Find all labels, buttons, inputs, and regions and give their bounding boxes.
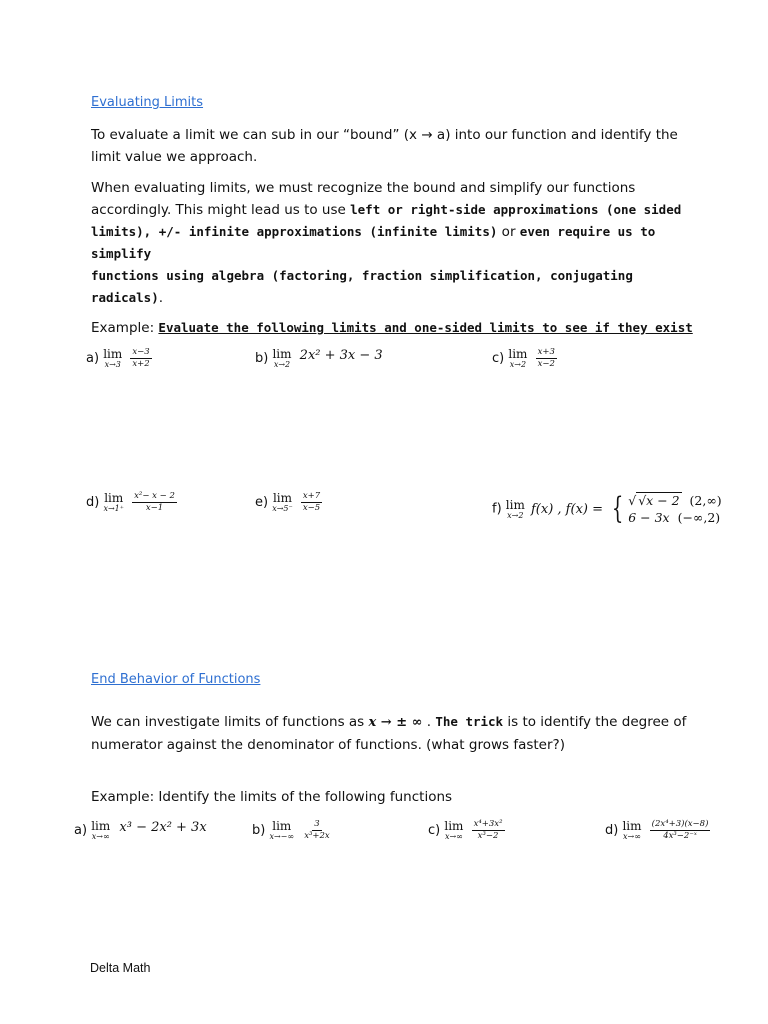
end-behavior-line-1: We can investigate limits of functions as x → ± ∞ . The trick is to identify the degree of: [91, 714, 687, 730]
end-behavior-paragraph: [91, 711, 711, 756]
problem-b-limit: b) lim x→2 2x² + 3x − 3: [255, 347, 383, 369]
footer-brand: Delta Math: [90, 961, 151, 975]
piecewise-function: { √ √x − 2 (2,∞) 6 − 3x (−∞,2): [611, 491, 722, 526]
end-problem-c: c) lim x→∞ $\frac{\text{x⁴+3x²}}{\text{x³−2}}$: [428, 819, 503, 841]
end-problem-a: a) lim x→∞ x³ − 2x² + 3x: [74, 819, 207, 841]
end-problem-b: b) lim x→−∞ $\frac{3}{\text{x³+2x}}$: [252, 819, 330, 841]
problem-c-limit: c) lim x→2 $\frac{x+3}{x-2}$: [492, 347, 555, 369]
problem-a-limit: a) lim x→3 $\frac{x-3}{x+2}$: [86, 347, 150, 369]
bounds-line-3: limits), +/- infinite approximations (infinite limits) or even require us to simplify: [91, 224, 656, 261]
bounds-line-4: functions using algebra (factoring, fraction simplification, conjugating radicals).: [91, 268, 633, 306]
section-heading-end-behavior: End Behavior of Functions: [91, 672, 261, 687]
section-heading-evaluating-limits: Evaluating Limits: [91, 95, 204, 110]
intro-paragraph: [91, 124, 691, 168]
bounds-line-1: When evaluating limits, we must recognize the bound and simplify our functions: [91, 180, 636, 196]
intro-line-1: To evaluate a limit we can sub in our “bound” (x → a) into our function and identify the: [91, 127, 678, 143]
end-problem-d: d) lim x→∞ $\frac{\text{(2x⁴+3)(x−8)}}{\text{4x³−2⁻ˣ}}$: [605, 819, 709, 841]
intro-line-2: limit value we approach.: [91, 149, 258, 165]
problem-f-limit: f) lim x→2 f(x) , f(x) = { √ √x − 2 (2,∞) 6 − 3x (−∞,2): [492, 491, 722, 526]
end-behavior-example: Example: Identify the limits of the following functions: [91, 789, 453, 805]
example-instruction: Example: Evaluate the following limits and one-sided limits to see if they exist: [91, 320, 693, 336]
problem-e-limit: e) lim x→5⁻ $\frac{x+7}{x-5}$: [255, 491, 321, 513]
bounds-line-2: accordingly. This might lead us to use left or right-side approximations (one sided: [91, 202, 682, 218]
bounds-paragraph: [91, 177, 711, 309]
problem-d-limit: d) lim x→1⁺ $\frac{\text{x²− x − 2}}{x-1}$: [86, 491, 175, 513]
end-behavior-line-2: numerator against the denominator of functions. (what grows faster?): [91, 737, 565, 753]
